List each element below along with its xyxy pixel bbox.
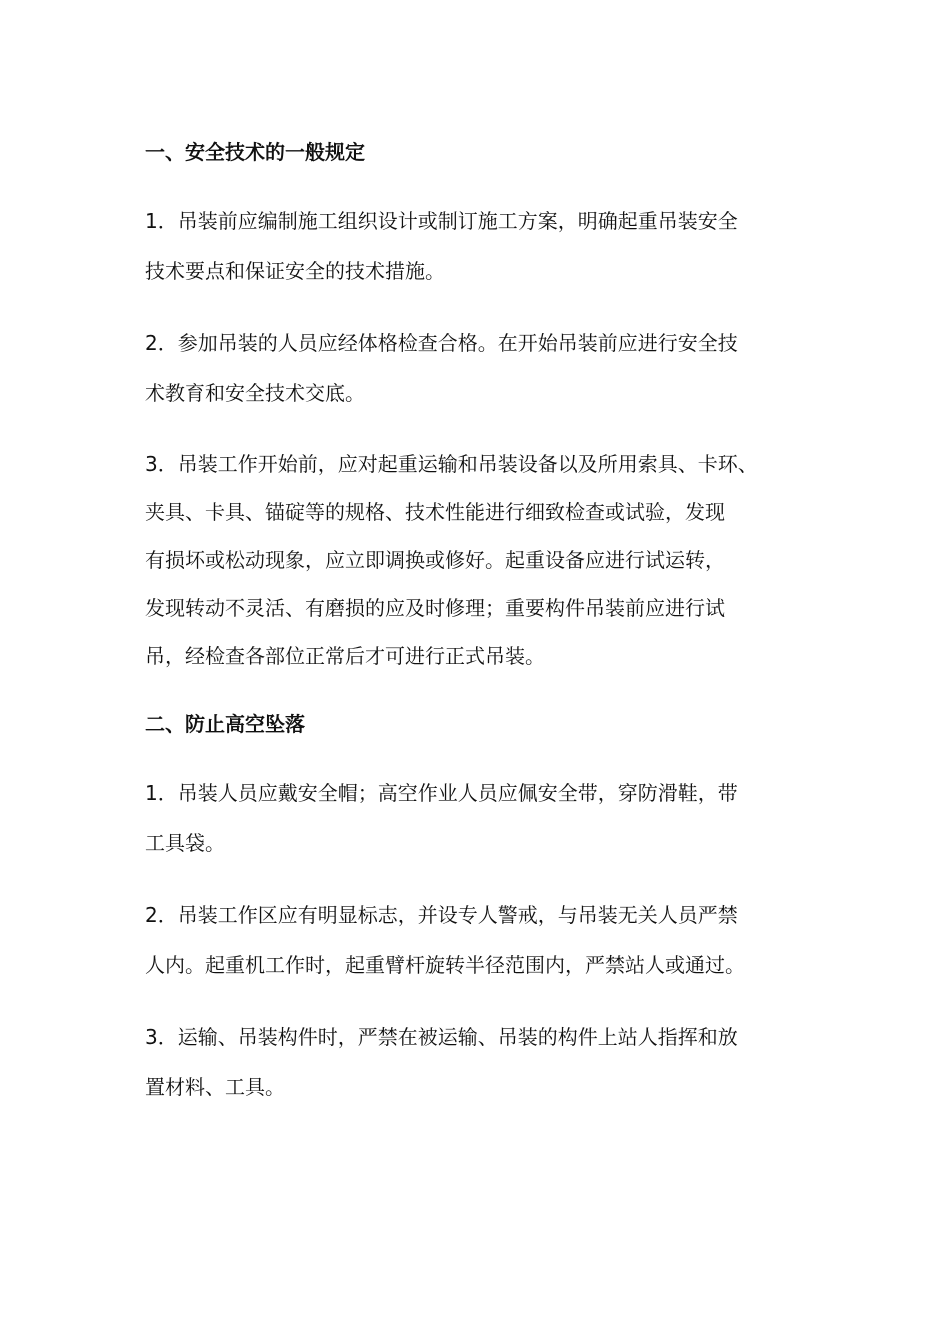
paragraph-line: 有损坏或松动现象，应立即调换或修好。起重设备应进行试运转， — [145, 548, 725, 572]
paragraph-line: 1．吊装人员应戴安全帽；高空作业人员应佩安全带，穿防滑鞋，带 — [145, 781, 738, 805]
paragraph-line: 技术要点和保证安全的技术措施。 — [145, 259, 445, 283]
paragraph-item-1-1 — [145, 196, 825, 296]
paragraph-line: 吊，经检查各部位正常后才可进行正式吊装。 — [145, 644, 545, 668]
paragraph-line: 夹具、卡具、锚碇等的规格、技术性能进行细致检查或试验，发现 — [145, 500, 725, 524]
paragraph-line: 1．吊装前应编制施工组织设计或制订施工方案，明确起重吊装安全 — [145, 209, 738, 233]
paragraph-line: 人内。起重机工作时，起重臂杆旋转半径范围内，严禁站人或通过。 — [145, 953, 745, 977]
section-heading-general-rules: 一、安全技术的一般规定 — [145, 140, 365, 164]
paragraph-line: 置材料、工具。 — [145, 1075, 285, 1099]
paragraph-line: 3．运输、吊装构件时，严禁在被运输、吊装的构件上站人指挥和放 — [145, 1025, 738, 1049]
section-heading-fall-prevention: 二、防止高空坠落 — [145, 712, 305, 736]
paragraph-item-2-2 — [145, 890, 825, 990]
paragraph-line: 3．吊装工作开始前，应对起重运输和吊装设备以及所用索具、卡环、 — [145, 452, 758, 476]
paragraph-line: 2．吊装工作区应有明显标志，并设专人警戒，与吊装无关人员严禁 — [145, 903, 738, 927]
paragraph-item-1-3 — [145, 440, 825, 680]
paragraph-line: 工具袋。 — [145, 831, 225, 855]
document-body — [145, 130, 825, 1134]
paragraph-item-1-2 — [145, 318, 825, 418]
paragraph-line: 2．参加吊装的人员应经体格检查合格。在开始吊装前应进行安全技 — [145, 331, 738, 355]
paragraph-item-2-1 — [145, 768, 825, 868]
paragraph-line: 发现转动不灵活、有磨损的应及时修理；重要构件吊装前应进行试 — [145, 596, 725, 620]
paragraph-item-2-3 — [145, 1012, 825, 1112]
paragraph-line: 术教育和安全技术交底。 — [145, 381, 365, 405]
